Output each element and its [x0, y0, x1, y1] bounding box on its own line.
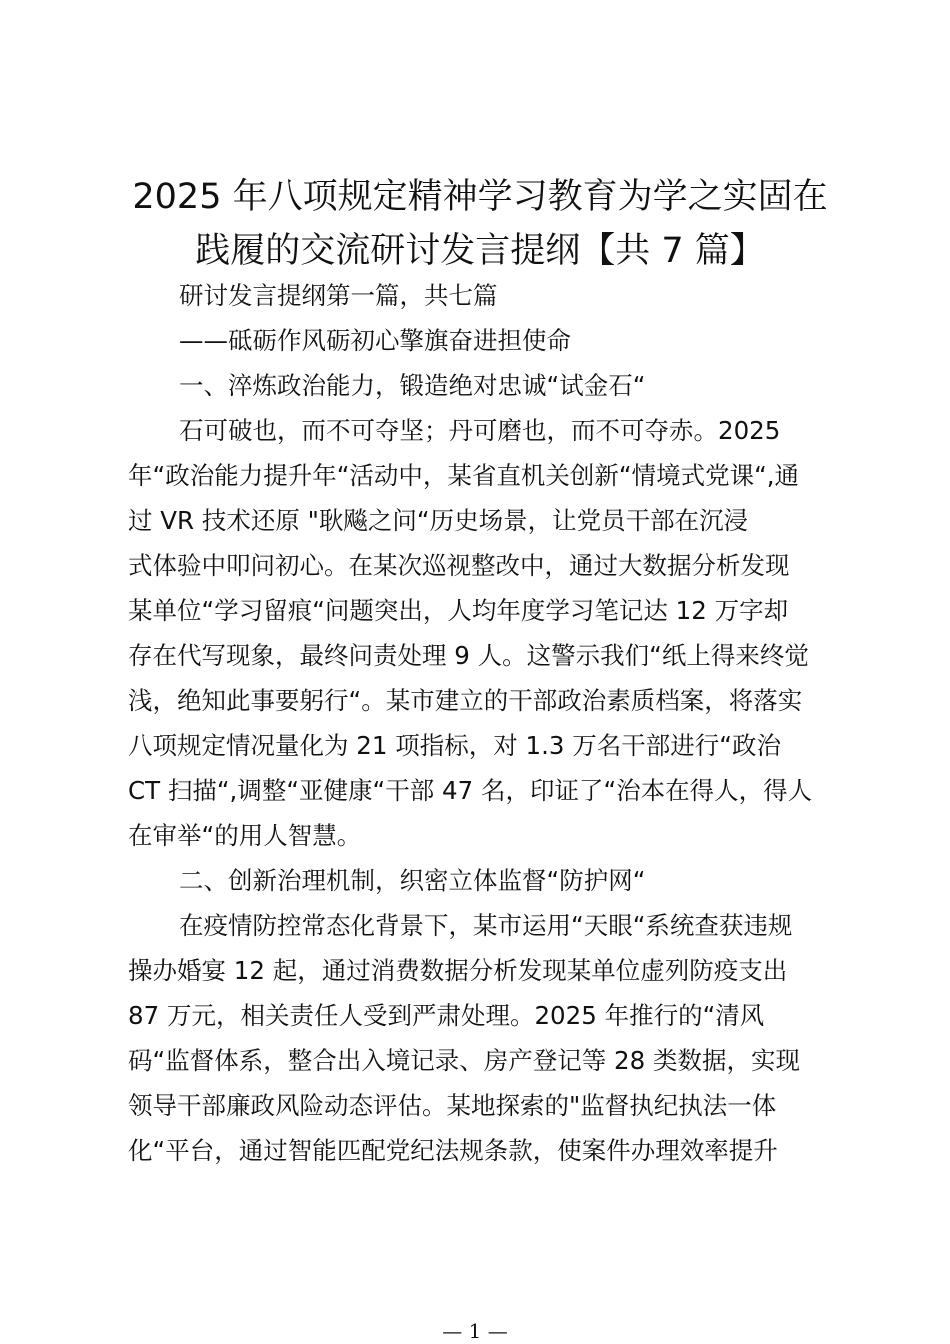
document-title-line-1: 2025 年八项规定精神学习教育为学之实固在 [132, 177, 828, 217]
paragraph-line: 过 VR 技术还原 "耿飚之问“历史场景，让党员干部在沉浸 [128, 506, 749, 535]
paragraph-line: 87 万元，相关责任人受到严肃处理。2025 年推行的“清风 [128, 1001, 765, 1030]
paragraph-line: 存在代写现象，最终问责处理 9 人。这警示我们“纸上得来终觉 [128, 641, 809, 670]
document-title-line-2: 践履的交流研讨发言提纲【共 7 篇】 [195, 231, 765, 271]
paragraph-line: 化“平台，通过智能匹配党纪法规条款，使案件办理效率提升 [128, 1136, 778, 1165]
paragraph-line: 在审举“的用人智慧。 [128, 821, 362, 850]
paragraph-line: 领导干部廉政风险动态评估。某地探索的"监督执纪执法一体 [128, 1091, 777, 1120]
section-heading-2: 二、创新治理机制，织密立体监督“防护网“ [179, 866, 646, 895]
paragraph-line: 码“监督体系，整合出入境记录、房产登记等 28 类数据，实现 [128, 1046, 800, 1075]
paragraph-line: 式体验中叩问初心。在某次巡视整改中，通过大数据分析发现 [128, 551, 790, 580]
page-number: — 1 — [442, 1319, 508, 1343]
paragraph-line: 操办婚宴 12 起，通过消费数据分析发现某单位虚列防疫支出 [128, 956, 788, 985]
subtitle-theme: ——砥砺作风砺初心擎旗奋进担使命 [179, 326, 571, 355]
paragraph-line: 年“政治能力提升年“活动中，某省直机关创新“情境式党课“,通 [128, 461, 800, 490]
paragraph-line: 某单位“学习留痕“问题突出，人均年度学习笔记达 12 万字却 [128, 596, 789, 625]
paragraph-line: CT 扫描“,调整“亚健康“干部 47 名，印证了“治本在得人，得人 [128, 776, 813, 805]
paragraph-line: 浅，绝知此事要躬行“。某市建立的干部政治素质档案，将落实 [128, 686, 803, 715]
subtitle-series: 研讨发言提纲第一篇，共七篇 [179, 281, 498, 310]
paragraph-line: 石可破也，而不可夺坚；丹可磨也，而不可夺赤。2025 [179, 416, 781, 445]
section-heading-1: 一、淬炼政治能力，锻造绝对忠诚“试金石“ [179, 371, 646, 400]
paragraph-line: 八项规定情况量化为 21 项指标，对 1.3 万名干部进行“政治 [128, 731, 781, 760]
paragraph-line: 在疫情防控常态化背景下，某市运用“天眼“系统查获违规 [179, 911, 793, 940]
